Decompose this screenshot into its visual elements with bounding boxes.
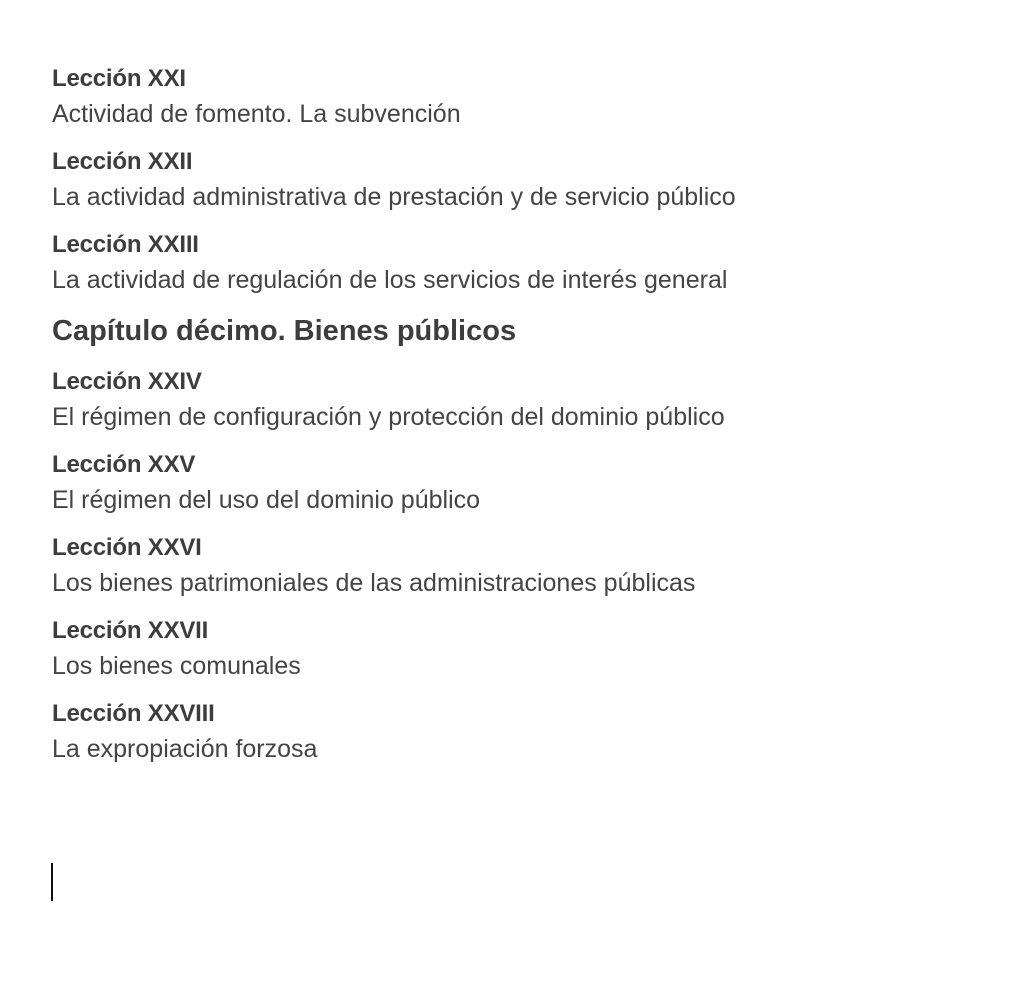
lesson-subtitle: Los bienes patrimoniales de las administraciones públicas bbox=[52, 569, 696, 597]
lesson-title: Lección XXIII bbox=[52, 231, 199, 258]
lesson-subtitle: El régimen del uso del dominio público bbox=[52, 486, 481, 514]
lesson-title: Lección XXV bbox=[52, 451, 196, 478]
lesson-xxi bbox=[52, 62, 992, 133]
lesson-title: Lección XXVII bbox=[52, 617, 209, 644]
lesson-subtitle: La expropiación forzosa bbox=[52, 735, 318, 763]
lesson-xxvi bbox=[52, 531, 992, 602]
lesson-xxiv bbox=[52, 365, 992, 436]
lesson-subtitle: El régimen de configuración y protección del dominio público bbox=[52, 403, 725, 431]
lesson-title: Lección XXIV bbox=[52, 368, 202, 395]
document-body[interactable] bbox=[52, 62, 992, 780]
lesson-title: Lección XXVI bbox=[52, 534, 202, 561]
lesson-subtitle: Actividad de fomento. La subvención bbox=[52, 100, 461, 128]
lesson-xxvii bbox=[52, 614, 992, 685]
lesson-title: Lección XXI bbox=[52, 65, 186, 92]
lesson-subtitle: La actividad administrativa de prestación y de servicio público bbox=[52, 183, 736, 211]
lesson-xxiii bbox=[52, 228, 992, 299]
lesson-xxviii bbox=[52, 697, 992, 768]
lesson-xxii bbox=[52, 145, 992, 216]
lesson-subtitle: La actividad de regulación de los servicios de interés general bbox=[52, 266, 728, 294]
lesson-subtitle: Los bienes comunales bbox=[52, 652, 301, 680]
lesson-title: Lección XXVIII bbox=[52, 700, 215, 727]
text-cursor bbox=[51, 863, 53, 901]
lesson-title: Lección XXII bbox=[52, 148, 193, 175]
chapter-heading: Capítulo décimo. Bienes públicos bbox=[52, 315, 517, 347]
lesson-xxv bbox=[52, 448, 992, 519]
